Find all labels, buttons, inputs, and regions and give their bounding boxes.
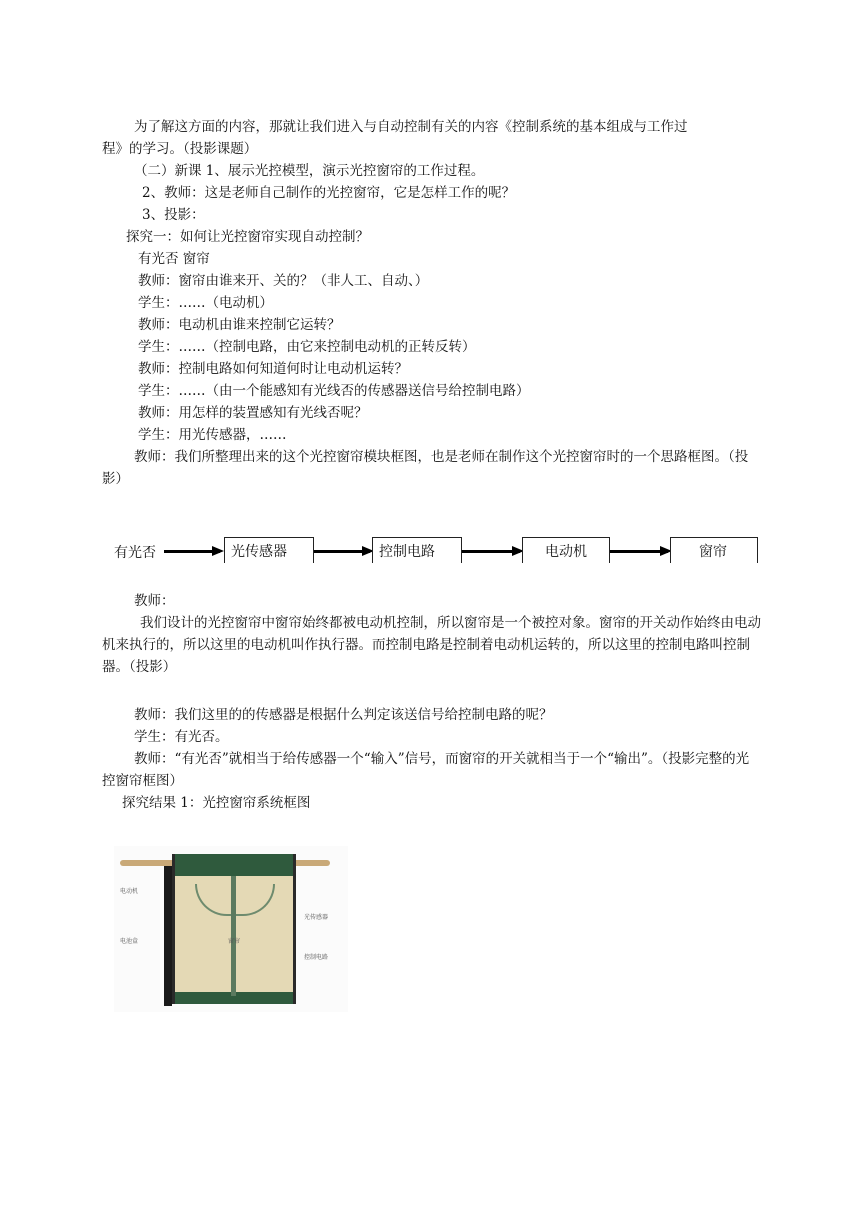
dialog-line: 教师：我们这里的的传感器是根据什么判定该送信号给控制电路的呢？ [134, 707, 553, 723]
paragraph-projection: 3、投影： [142, 207, 205, 223]
photo-label-control: 控制电路 [304, 954, 329, 961]
paragraph-light-curtain: 有光否 窗帘 [138, 251, 210, 267]
intro-line-2: 程》的学习。（投影课题） [102, 141, 258, 157]
dialog-line: 教师：控制电路如何知道何时让电动机运转？ [138, 361, 408, 377]
dialog-line: 教师：电动机由谁来控制它运转？ [138, 317, 341, 333]
arrow-icon [462, 550, 520, 553]
battery-cord [164, 866, 172, 1006]
photo-label-curtain: 窗帘 [228, 938, 241, 945]
arrow-icon [314, 550, 370, 553]
paragraph-block-diagram: 教师：我们所整理出来的这个光控窗帘模块框图，也是老师在制作这个光控窗帘时的一个思路框图。（投影） [102, 449, 749, 487]
dialog-line: 教师：用怎样的装置感知有光线否呢？ [138, 405, 368, 421]
photo-label-motor: 电动机 [120, 888, 139, 895]
diagram-box-sensor: 光传感器 [224, 537, 314, 563]
block-diagram [102, 530, 762, 570]
dialog-line: 学生：用光传感器，…… [138, 427, 287, 443]
paragraph-intro [102, 116, 760, 160]
photo-label-battery: 电池盒 [120, 938, 139, 945]
dialog-line: 教师：窗帘由谁来开、关的？（非人工、自动、） [138, 273, 429, 289]
dialog-line: 学生：有光否。 [134, 729, 229, 745]
photo-label-sensor: 光传感器 [304, 914, 329, 921]
dialog-line: 学生：……（电动机） [138, 295, 273, 311]
paragraph-input-output: 教师：“有光否”就相当于给传感器一个“输入”信号，而窗帘的开关就相当于一个“输出”。（投影完整的光控窗帘框图） [102, 751, 750, 789]
arrow-icon [164, 550, 220, 553]
paragraph-result-1: 探究结果 1：光控窗帘系统框图 [122, 795, 311, 811]
dialog-line: 学生：……（控制电路，由它来控制电动机的正转反转） [138, 339, 476, 355]
diagram-box-curtain: 窗帘 [670, 537, 758, 563]
diagram-box-control-circuit: 控制电路 [372, 537, 462, 563]
diagram-start-label: 有光否 [114, 545, 156, 561]
paragraph-explore-1: 探究一：如何让光控窗帘实现自动控制？ [126, 229, 369, 245]
paragraph-new-lesson: （二）新课 1、展示光控模型，演示光控窗帘的工作过程。 [134, 163, 485, 179]
diagram-box-motor: 电动机 [522, 537, 610, 563]
dialog-line: 学生：……（由一个能感知有光线否的传感器送信号给控制电路） [138, 383, 530, 399]
intro-line-1: 为了解这方面的内容，那就让我们进入与自动控制有关的内容《控制系统的基本组成与工作过 [134, 119, 688, 135]
curtain-fabric [172, 854, 296, 1004]
paragraph-teacher-intro: 2、教师：这是老师自己制作的光控窗帘，它是怎样工作的呢？ [142, 185, 516, 201]
teacher-label: 教师： [134, 593, 175, 609]
curtain-model-photo [114, 846, 348, 1012]
arrow-icon [610, 550, 668, 553]
paragraph-actuator-explanation: 我们设计的光控窗帘中窗帘始终都被电动机控制，所以窗帘是一个被控对象。窗帘的开关动作始终由电动机来执行的，所以这里的电动机叫作执行器。而控制电路是控制着电动机运转的，所以这里的控制电路叫控制器。（投影） [102, 615, 761, 675]
